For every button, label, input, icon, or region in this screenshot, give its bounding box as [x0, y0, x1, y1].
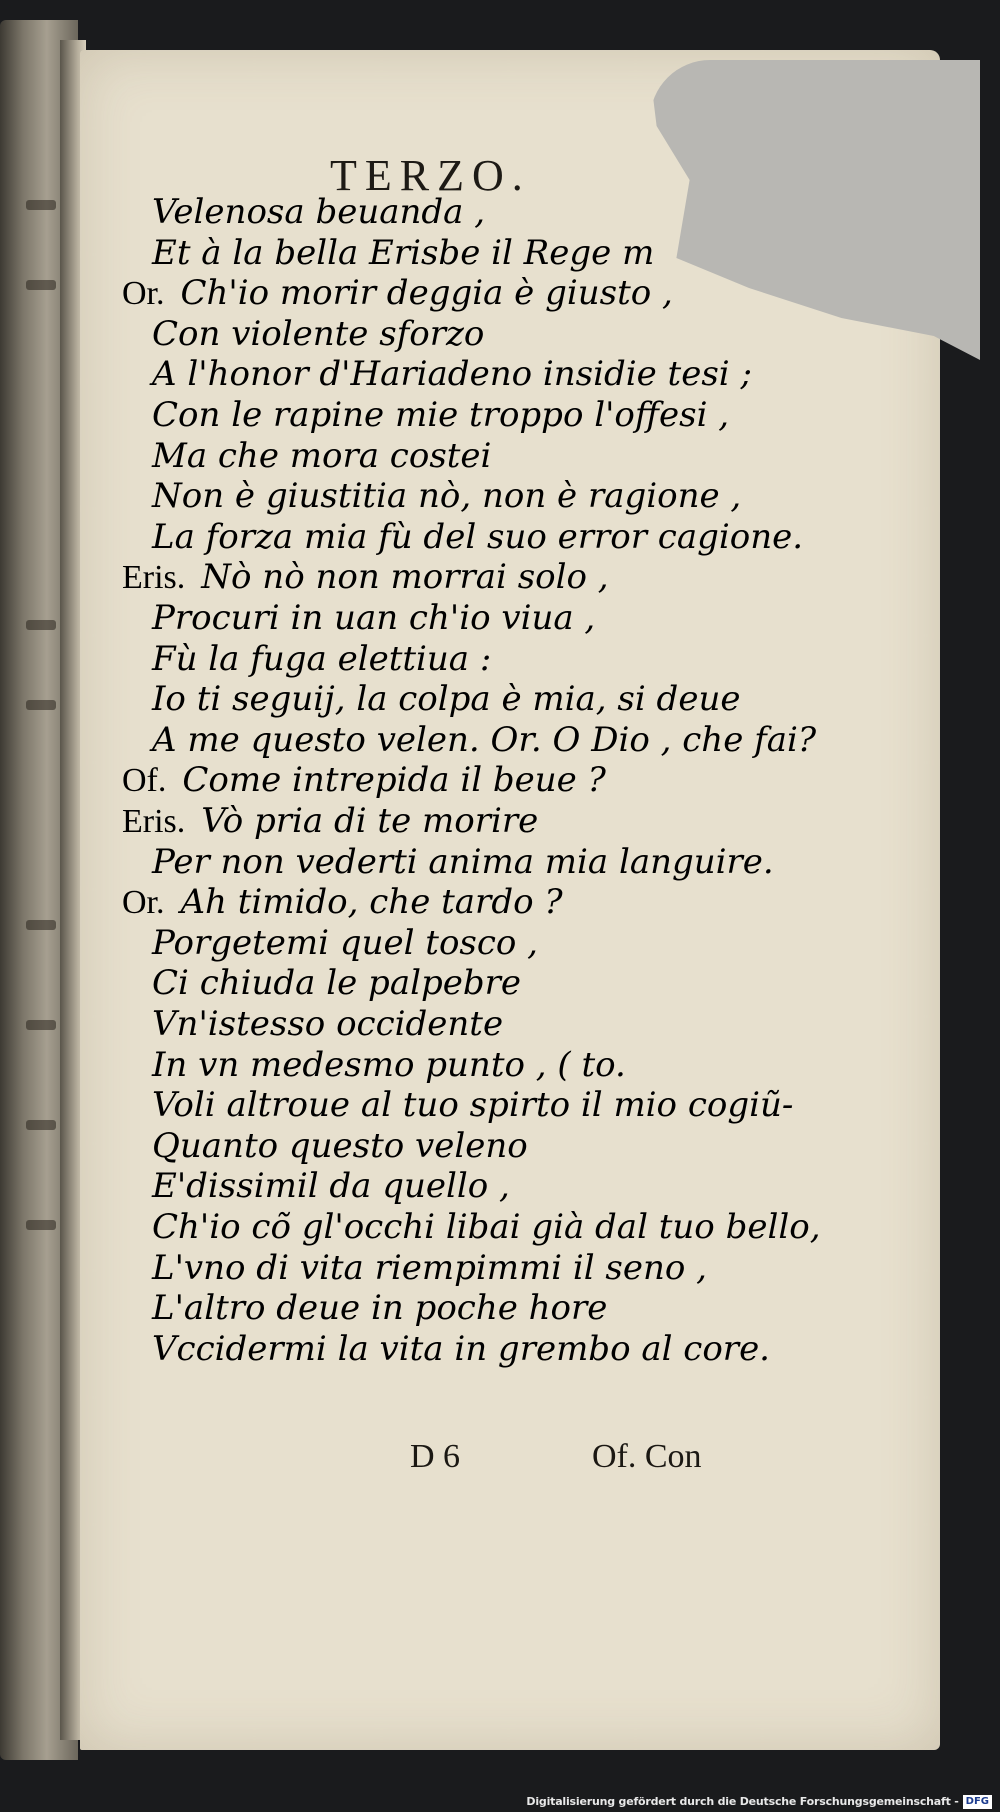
verse-line [152, 1004, 503, 1044]
verse-line [152, 1166, 510, 1206]
credit-text: Digitalisierung gefördert durch die Deutsche Forschungsgemeinschaft - [526, 1795, 959, 1808]
verse-line [122, 882, 563, 923]
verse-line [122, 801, 538, 842]
verse-text-line: Nò nò non morrai solo , [201, 557, 609, 598]
verse-line [152, 354, 752, 394]
verse-line [152, 639, 491, 679]
verse-line [152, 923, 538, 963]
verse-line [152, 598, 595, 638]
verse-text-line: Vò pria di te morire [201, 801, 539, 841]
verse-text-line: Vccidermi la vita in grembo al core. [152, 1328, 770, 1369]
verse-line [152, 1207, 821, 1247]
verse-line [152, 476, 741, 516]
verse-text-line: Velenosa beuanda , [152, 192, 486, 232]
verse-line [152, 517, 803, 557]
verse-text-line: Et à la bella Erisbe il Rege m [152, 232, 655, 273]
verse-line [152, 395, 729, 435]
verse-line [152, 233, 654, 273]
digitization-credit [526, 1793, 992, 1810]
verse-text-line: Quanto questo veleno [152, 1125, 528, 1166]
verse-text-line: E'dissimil da quello , [152, 1166, 510, 1207]
verse-line [152, 720, 816, 760]
verse-line [152, 963, 521, 1003]
verse-text-line: Ma che mora costei [152, 435, 492, 476]
speaker-label: Eris. [122, 803, 186, 840]
speaker-label: Of. [122, 762, 167, 800]
verse-line [152, 1329, 770, 1369]
verse-text-line: Voli altroue al tuo spirto il mio cogiũ- [152, 1085, 794, 1126]
running-heading: TERZO. [330, 151, 531, 200]
verse-line [152, 1288, 607, 1328]
verse-text-line: Io ti seguij, la colpa è mia, si deue [152, 679, 741, 720]
verse-text-line: Procuri in uan ch'io viua , [152, 598, 596, 638]
speaker-label: Or. [122, 884, 165, 922]
verse-text-line: L'vno di vita riempimmi il seno , [152, 1247, 707, 1288]
verse-text-line: Ah timido, che tardo ? [180, 882, 563, 923]
verse-line [152, 679, 740, 719]
verse-line [152, 1126, 528, 1166]
verse-text-line: Porgetemi quel tosco , [152, 922, 538, 963]
signature-mark: D 6 [410, 1438, 461, 1475]
verse-text-line: Vn'istesso occidente [152, 1004, 504, 1044]
verse-line [152, 842, 774, 882]
verse-text-line: Come intrepida il beue ? [182, 760, 606, 801]
verse-line [122, 557, 609, 598]
verse-text-line: Fù la fuga elettiua : [152, 638, 492, 679]
catchword: Of. Con [592, 1438, 702, 1475]
verse-text-line: La forza mia fù del suo error cagione. [152, 516, 804, 557]
speaker-label: Eris. [122, 559, 186, 597]
verse-text-line: Con violente sforzo [152, 313, 485, 354]
verse-text-line: In vn medesmo punto , ( to. [152, 1044, 626, 1085]
verse-line [152, 1248, 707, 1288]
dfg-logo: DFG [963, 1795, 992, 1809]
speaker-label: Or. [122, 275, 165, 313]
verse-text-line: Per non vederti anima mia languire. [152, 841, 774, 882]
verse-text-line: Ch'io morir deggia è giusto , [180, 273, 673, 314]
verse-text-line: Non è giustitia nò, non è ragione , [152, 476, 742, 517]
verse-text-line: A me questo velen. Or. O Dio , che fai? [152, 719, 817, 760]
verse-text-line: Ci chiuda le palpebre [152, 963, 521, 1004]
verse-line [152, 1045, 626, 1085]
verse-text-line: L'altro deue in poche hore [152, 1288, 608, 1329]
verse-line [152, 1085, 793, 1125]
verse-text-line: A l'honor d'Hariadeno insidie tesi ; [152, 354, 752, 395]
verse-text-line: Con le rapine mie troppo l'offesi , [152, 395, 730, 435]
verse-line [152, 192, 485, 232]
verse-text-line: Ch'io cõ gl'occhi libai già dal tuo bello, [152, 1207, 821, 1247]
verse-line [152, 314, 484, 354]
verse-line [122, 760, 606, 801]
verse-line [152, 436, 491, 476]
verse-line [122, 273, 673, 314]
